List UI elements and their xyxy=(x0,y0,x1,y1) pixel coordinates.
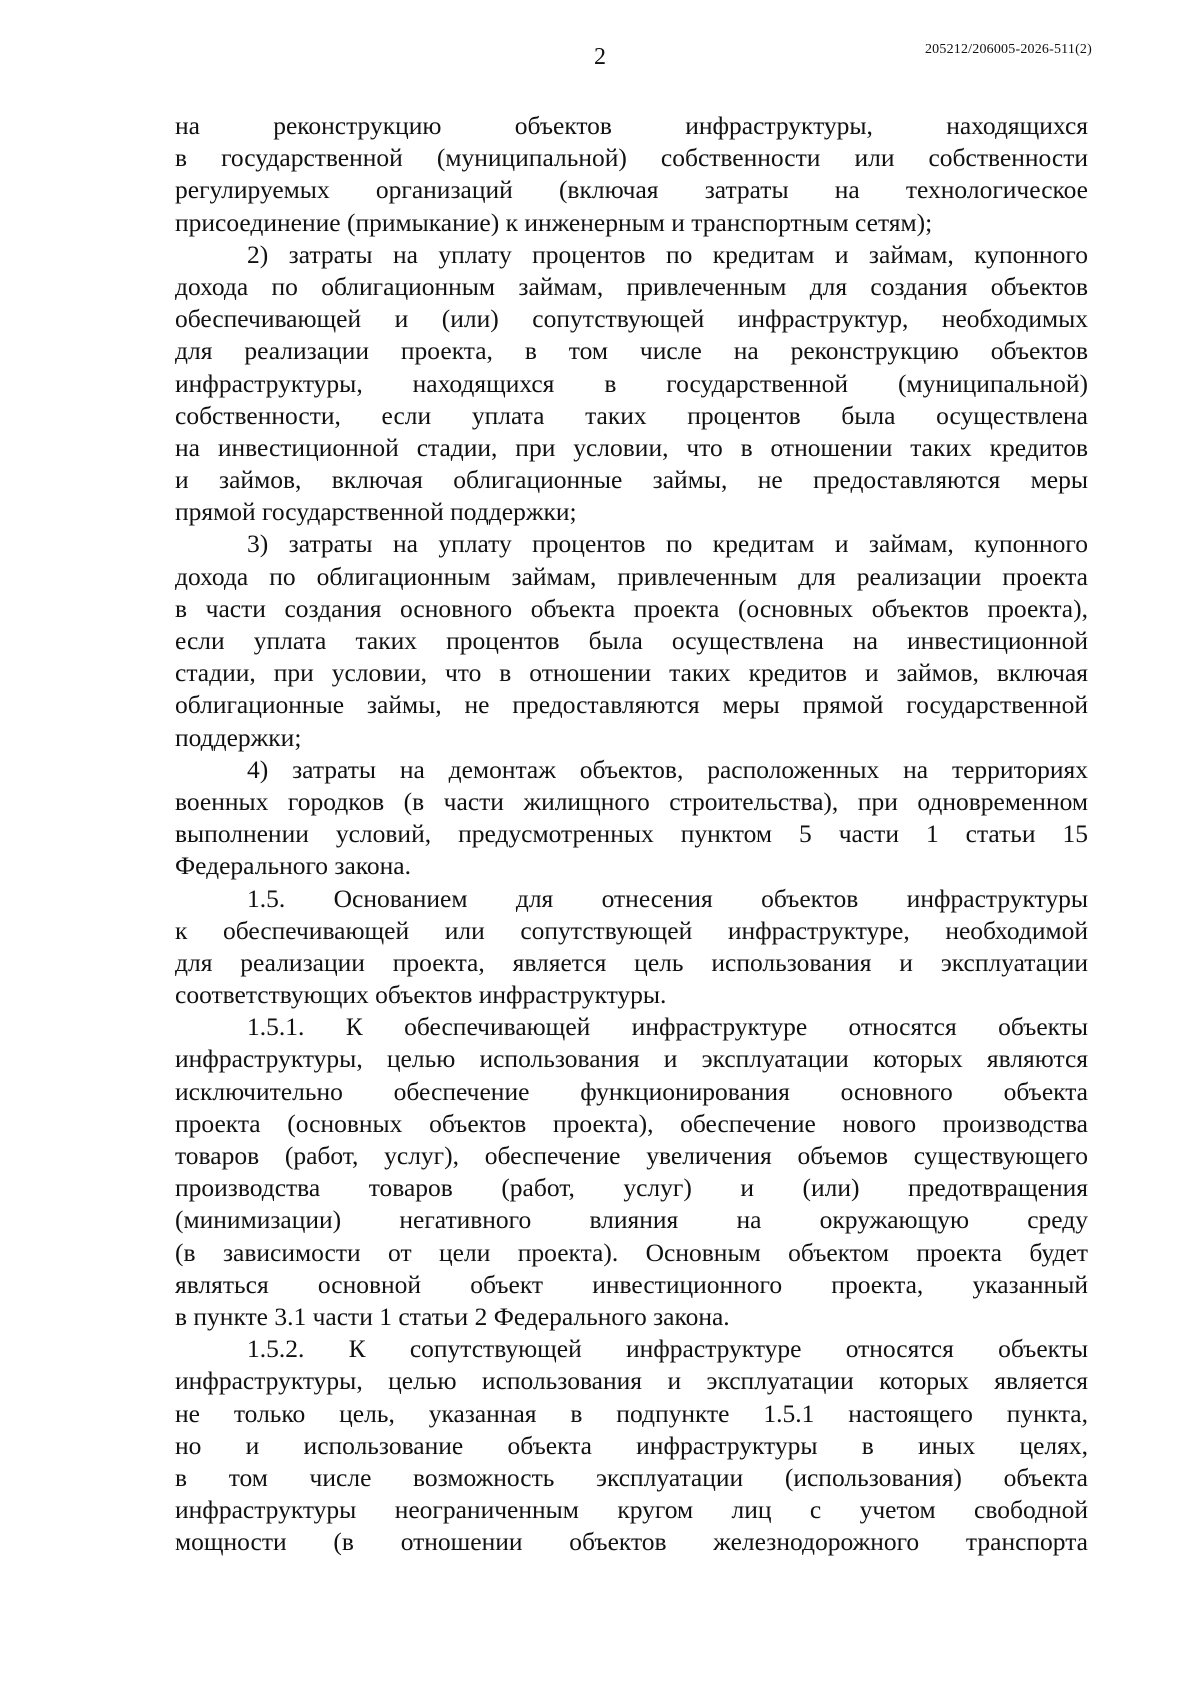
text-line: регулируемых организаций (включая затраты на технологическое xyxy=(175,175,1088,205)
document-id: 205212/206005-2026-511(2) xyxy=(924,42,1092,57)
text-line: являться основной объект инвестиционного проекта, указанный xyxy=(175,1269,1088,1299)
text-line: для реализации проекта, является цель использования и эксплуатации xyxy=(175,947,1088,977)
text-line: собственности, если уплата таких процентов была осуществлена xyxy=(175,400,1088,430)
text-line: (минимизации) негативного влияния на окружающую среду xyxy=(175,1205,1088,1235)
text-line: инфраструктуры, целью использования и эксплуатации которых является xyxy=(175,1366,1088,1396)
text-line: но и использование объекта инфраструктуры в иных целях, xyxy=(175,1430,1088,1460)
text-line: в том числе возможность эксплуатации (использования) объекта xyxy=(175,1462,1088,1492)
text-line: инфраструктуры, находящихся в государственной (муниципальной) xyxy=(175,368,1088,398)
text-line: (в зависимости от цели проекта). Основным объектом проекта будет xyxy=(175,1237,1088,1267)
page-number: 2 xyxy=(594,44,606,70)
text-line: 1.5.1. К обеспечивающей инфраструктуре относятся объекты xyxy=(247,1012,1088,1042)
text-line: прямой государственной поддержки; xyxy=(175,497,577,527)
text-line: соответствующих объектов инфраструктуры. xyxy=(175,980,667,1010)
text-line: Федерального закона. xyxy=(175,851,411,881)
document-body xyxy=(175,110,1088,1558)
text-line: 2) затраты на уплату процентов по кредитам и займам, купонного xyxy=(247,239,1088,269)
text-line: на инвестиционной стадии, при условии, что в отношении таких кредитов xyxy=(175,432,1088,462)
text-line: для реализации проекта, в том числе на реконструкцию объектов xyxy=(175,336,1088,366)
text-line: 3) затраты на уплату процентов по кредитам и займам, купонного xyxy=(247,529,1088,559)
text-line: на реконструкцию объектов инфраструктуры, находящихся xyxy=(175,111,1088,140)
text-line: не только цель, указанная в подпункте 1.5.1 настоящего пункта, xyxy=(175,1398,1088,1428)
text-line: инфраструктуры, целью использования и эксплуатации которых являются xyxy=(175,1044,1088,1074)
text-line: в части создания основного объекта проекта (основных объектов проекта), xyxy=(175,593,1088,623)
text-line: мощности (в отношении объектов железнодорожного транспорта xyxy=(175,1527,1088,1557)
text-line: дохода по облигационным займам, привлеченным для создания объектов xyxy=(175,271,1088,301)
text-line: присоединение (примыкание) к инженерным и транспортным сетям); xyxy=(175,207,933,237)
text-line: инфраструктуры неограниченным кругом лиц с учетом свободной xyxy=(175,1495,1088,1525)
text-line: обеспечивающей и (или) сопутствующей инфраструктур, необходимых xyxy=(175,304,1088,334)
text-line: и займов, включая облигационные займы, не предоставляются меры xyxy=(175,465,1088,495)
text-line: дохода по облигационным займам, привлеченным для реализации проекта xyxy=(175,561,1088,591)
text-line: товаров (работ, услуг), обеспечение увеличения объемов существующего xyxy=(175,1141,1088,1170)
text-line: военных городков (в части жилищного строительства), при одновременном xyxy=(175,786,1088,816)
text-line: проекта (основных объектов проекта), обеспечение нового производства xyxy=(175,1108,1088,1138)
text-line: в государственной (муниципальной) собственности или собственности xyxy=(175,143,1088,173)
text-line: к обеспечивающей или сопутствующей инфраструктуре, необходимой xyxy=(175,915,1088,945)
text-line: исключительно обеспечение функционирования основного объекта xyxy=(175,1076,1088,1106)
text-line: 1.5.2. К сопутствующей инфраструктуре относятся объекты xyxy=(247,1334,1088,1364)
text-line: 4) затраты на демонтаж объектов, расположенных на территориях xyxy=(247,754,1088,784)
text-line: производства товаров (работ, услуг) и (или) предотвращения xyxy=(175,1173,1088,1203)
text-line: поддержки; xyxy=(175,722,302,752)
text-line: в пункте 3.1 части 1 статьи 2 Федерального закона. xyxy=(175,1301,730,1331)
text-line: 1.5. Основанием для отнесения объектов инфраструктуры xyxy=(247,883,1088,913)
text-line: стадии, при условии, что в отношении таких кредитов и займов, включая xyxy=(175,658,1088,688)
text-line: облигационные займы, не предоставляются меры прямой государственной xyxy=(175,690,1088,720)
text-line: выполнении условий, предусмотренных пунктом 5 части 1 статьи 15 xyxy=(175,819,1088,849)
text-line: если уплата таких процентов была осуществлена на инвестиционной xyxy=(175,626,1088,655)
